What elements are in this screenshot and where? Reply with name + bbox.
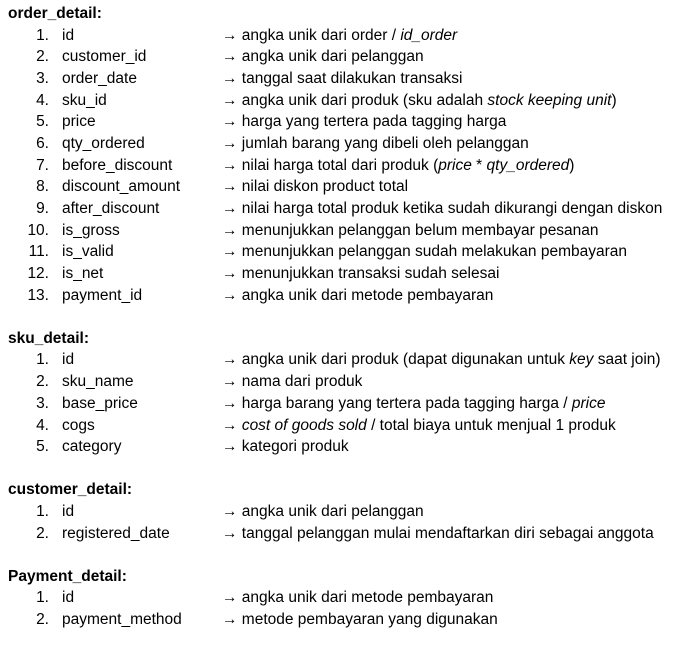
description-text: → menunjukkan pelanggan sudah melakukan pembayaran (222, 243, 627, 261)
description-italic-term: key (569, 351, 594, 369)
list-item (8, 133, 698, 155)
field-name: id (62, 589, 75, 607)
description-italic-term: qty_ordered (486, 156, 570, 174)
section-title-text: customer_detail (8, 481, 127, 499)
list-item-number: 1. (36, 351, 49, 369)
list-item-number: 5. (36, 438, 49, 456)
field-name: is_gross (62, 221, 120, 239)
list-item-number: 2. (36, 48, 49, 66)
list-item (8, 155, 698, 177)
list-item (8, 523, 698, 545)
field-name: before_discount (62, 156, 173, 174)
field-name: order_date (62, 69, 137, 87)
list-item-number: 3. (36, 394, 49, 412)
field-list (8, 25, 698, 307)
section-title-colon: : (96, 5, 102, 22)
field-description (222, 393, 605, 415)
section-title (8, 3, 698, 25)
list-item (8, 176, 698, 198)
list-item (8, 415, 698, 437)
field-name: is_net (62, 265, 104, 283)
list-item-number: 11. (28, 243, 49, 261)
description-text: → tanggal saat dilakukan transaksi (222, 69, 463, 87)
list-item-number: 1. (36, 26, 49, 44)
description-text: → kategori produk (222, 438, 349, 456)
list-item (8, 68, 698, 90)
description-italic-term: cost of goods sold (241, 416, 367, 434)
table-section-payment-detail (8, 566, 698, 631)
field-description (222, 176, 408, 198)
list-item-number: 6. (36, 134, 49, 152)
list-item (8, 349, 698, 371)
field-name: payment_id (62, 286, 143, 304)
list-item-number: 12. (27, 265, 49, 283)
description-text: → angka unik dari metode pembayaran (222, 589, 494, 607)
list-item-number: 13. (27, 286, 49, 304)
description-text: → (222, 416, 242, 434)
description-text: → jumlah barang yang dibeli oleh pelanggan (222, 134, 529, 152)
list-item-number: 8. (36, 178, 49, 196)
field-name: qty_ordered (62, 134, 145, 152)
field-description (222, 523, 654, 545)
list-item (8, 393, 698, 415)
field-description (222, 263, 499, 285)
field-description (222, 587, 493, 609)
list-item (8, 501, 698, 523)
description-text: saat join) (593, 351, 661, 369)
description-text: → nilai harga total dari produk ( (222, 156, 439, 174)
description-text: → metode pembayaran yang digunakan (222, 610, 498, 628)
field-description (222, 90, 617, 112)
list-item (8, 25, 698, 47)
section-title-colon: : (83, 329, 89, 347)
field-name: after_discount (62, 200, 160, 217)
field-name: registered_date (62, 524, 170, 542)
list-item-number: 5. (36, 113, 49, 131)
field-description (222, 501, 424, 523)
list-item (8, 609, 698, 631)
section-title-text: order_detail (8, 5, 97, 22)
list-item-number: 2. (36, 610, 49, 628)
list-item-number: 3. (36, 69, 49, 87)
description-text: → harga barang yang tertera pada tagging harga / (222, 394, 572, 412)
list-item (8, 220, 698, 242)
list-item-number: 9. (36, 200, 49, 217)
description-text: → angka unik dari order / (222, 26, 401, 44)
list-item-number: 1. (36, 502, 49, 520)
description-text: → nama dari produk (222, 373, 363, 391)
list-item (8, 263, 698, 285)
description-text: → tanggal pelanggan mulai mendaftarkan diri sebagai anggota (222, 524, 654, 542)
data-dictionary-document (8, 3, 698, 652)
list-item (8, 436, 698, 458)
table-section-order-detail (8, 3, 698, 306)
description-text: → angka unik dari pelanggan (222, 48, 424, 66)
description-text: → angka unik dari produk (dapat digunakan untuk (222, 351, 570, 369)
field-name: cogs (62, 416, 95, 434)
table-section-customer-detail (8, 479, 698, 544)
field-name: id (62, 351, 75, 369)
field-description (222, 46, 424, 68)
description-italic-term: id_order (400, 26, 458, 44)
description-text: → angka unik dari produk (sku adalah (222, 91, 488, 109)
list-item-number: 10. (27, 221, 49, 239)
field-list (8, 501, 698, 544)
list-item-number: 7. (36, 156, 49, 174)
field-name: customer_id (62, 48, 147, 66)
description-text: / total biaya untuk menjual 1 produk (366, 416, 616, 434)
description-italic-term: price (438, 156, 472, 174)
field-description (222, 220, 599, 242)
field-name: payment_method (62, 610, 182, 628)
field-description (222, 349, 661, 371)
field-description (222, 241, 627, 263)
list-item (8, 46, 698, 68)
field-description (222, 371, 362, 393)
field-name: category (62, 438, 122, 456)
field-description (222, 285, 493, 307)
section-title (8, 328, 698, 350)
description-italic-term: stock keeping unit (487, 91, 612, 109)
description-text: → angka unik dari metode pembayaran (222, 286, 494, 304)
field-name: id (62, 26, 75, 44)
list-item-number: 4. (36, 416, 49, 434)
field-name: price (62, 113, 96, 131)
description-text: → nilai harga total produk ketika sudah dikurangi dengan diskon (222, 200, 663, 217)
list-item (8, 198, 698, 220)
list-item-number: 1. (36, 589, 49, 607)
field-description (222, 68, 462, 90)
list-item (8, 241, 698, 263)
list-item (8, 587, 698, 609)
list-item (8, 371, 698, 393)
section-title-text: sku_detail (8, 329, 84, 347)
list-item-number: 2. (36, 373, 49, 391)
field-description (222, 155, 574, 177)
field-list (8, 349, 698, 457)
field-description (222, 609, 498, 631)
field-description (222, 25, 457, 47)
section-title-colon: : (126, 481, 133, 499)
description-text: ) (611, 91, 617, 109)
list-item-number: 2. (36, 524, 49, 542)
description-text: → harga yang tertera pada tagging harga (222, 113, 507, 131)
field-name: sku_id (62, 91, 107, 109)
section-title (8, 479, 698, 501)
field-description (222, 133, 529, 155)
list-item (8, 90, 698, 112)
field-name: discount_amount (62, 178, 181, 196)
list-item (8, 111, 698, 133)
field-name: sku_name (62, 373, 134, 391)
section-title (8, 566, 698, 588)
field-name: is_valid (62, 243, 114, 261)
list-item (8, 285, 698, 307)
field-description (222, 415, 616, 437)
field-description (222, 436, 349, 458)
description-italic-term: price (571, 394, 606, 412)
field-name: id (62, 502, 75, 520)
field-description (222, 111, 506, 133)
description-text: ) (569, 156, 575, 174)
table-section-sku-detail (8, 328, 698, 458)
section-title-colon: : (121, 567, 127, 585)
field-name: base_price (62, 394, 138, 412)
list-item-number: 4. (36, 91, 49, 109)
description-text: → nilai diskon product total (222, 178, 409, 196)
field-description (222, 198, 662, 220)
field-list (8, 587, 698, 630)
description-text: → angka unik dari pelanggan (222, 502, 424, 520)
description-text: * (471, 156, 487, 174)
description-text: → menunjukkan transaksi sudah selesai (222, 265, 500, 283)
description-text: → menunjukkan pelanggan belum membayar pesanan (222, 221, 599, 239)
section-title-text: Payment_detail (8, 567, 122, 585)
